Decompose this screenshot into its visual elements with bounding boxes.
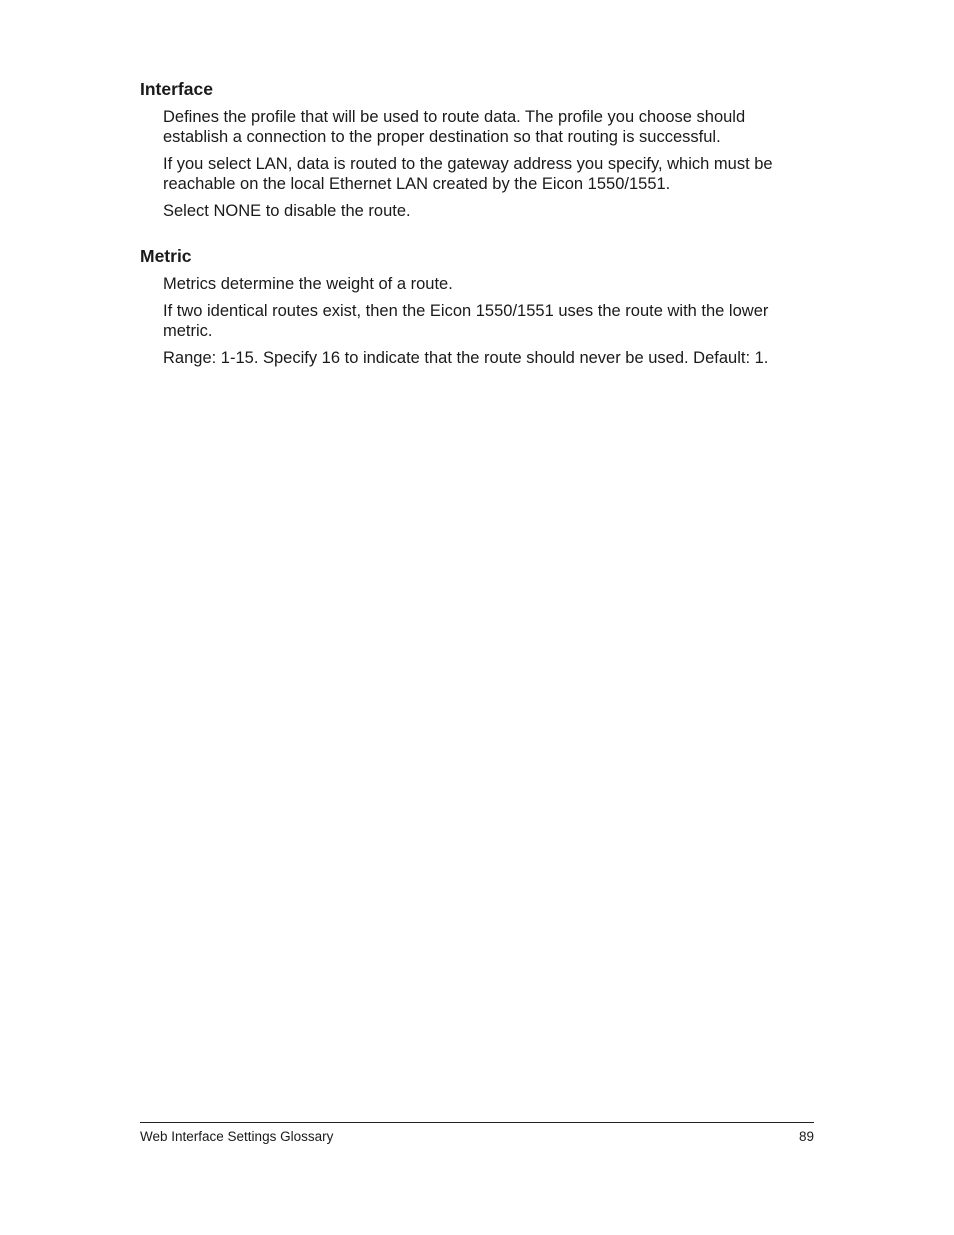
section-metric xyxy=(140,245,814,369)
paragraph: Range: 1-15. Specify 16 to indicate that the route should never be used. Default: 1. xyxy=(163,349,769,367)
page-footer xyxy=(140,1122,814,1145)
paragraph: Select NONE to disable the route. xyxy=(163,202,411,220)
page-number: 89 xyxy=(798,1129,814,1144)
section-heading: Interface xyxy=(140,79,213,99)
section-heading: Metric xyxy=(140,245,192,266)
section-interface xyxy=(140,78,814,222)
footer-title: Web Interface Settings Glossary xyxy=(140,1129,334,1144)
document-body xyxy=(140,78,814,377)
paragraph: Defines the profile that will be used to route data. The profile you choose should establish a connection to the proper destination so that routing is successful. xyxy=(163,108,746,146)
paragraph: If you select LAN, data is routed to the gateway address you specify, which must be reachable on the local Ethernet LAN created by the Eicon 1550/1551. xyxy=(163,155,773,193)
paragraph: Metrics determine the weight of a route. xyxy=(163,274,453,293)
paragraph: If two identical routes exist, then the Eicon 1550/1551 uses the route with the lower metric. xyxy=(163,302,769,340)
